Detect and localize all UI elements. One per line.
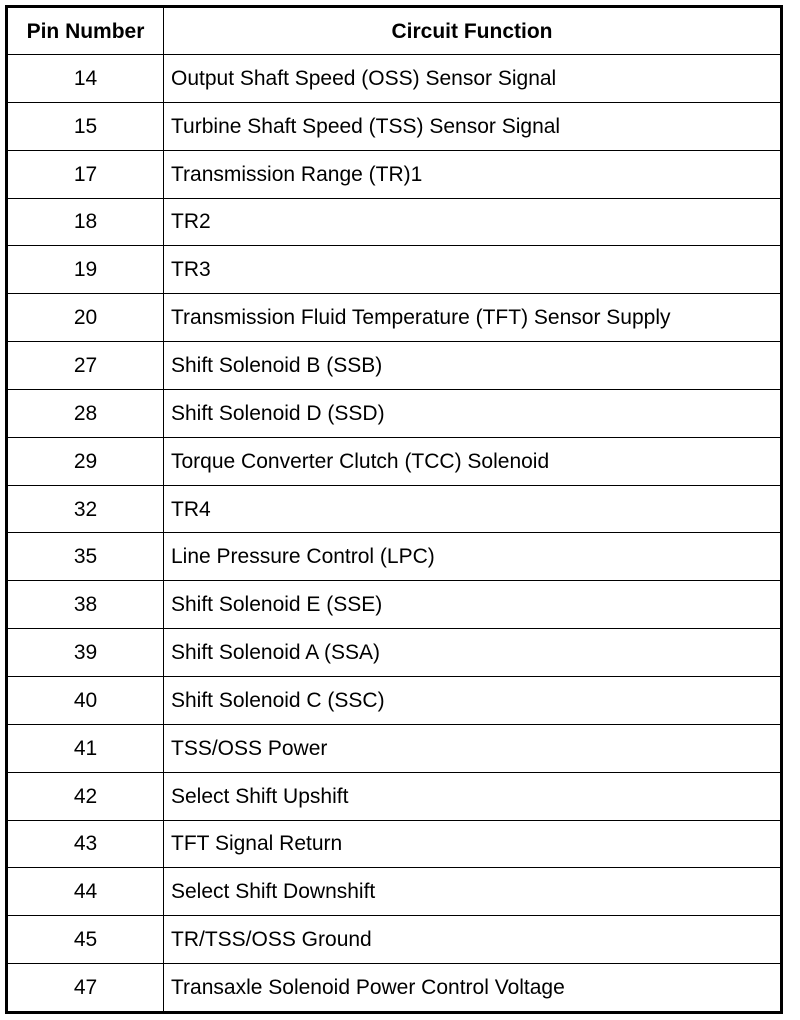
- circuit-function-cell: TSS/OSS Power: [164, 724, 782, 772]
- circuit-function-cell: Shift Solenoid D (SSD): [164, 389, 782, 437]
- table-row: [7, 198, 782, 246]
- pin-number-cell: 15: [7, 102, 164, 150]
- pin-number-cell: 44: [7, 868, 164, 916]
- pin-number-cell: 14: [7, 55, 164, 103]
- pin-number-cell: 17: [7, 150, 164, 198]
- pin-number-cell: 43: [7, 820, 164, 868]
- circuit-function-cell: Select Shift Downshift: [164, 868, 782, 916]
- pin-number-cell: 39: [7, 629, 164, 677]
- pin-number-cell: 18: [7, 198, 164, 246]
- circuit-function-cell: TR/TSS/OSS Ground: [164, 916, 782, 964]
- circuit-function-cell: Transaxle Solenoid Power Control Voltage: [164, 964, 782, 1013]
- table-row: [7, 55, 782, 103]
- pin-number-cell: 27: [7, 342, 164, 390]
- header-circuit-function: Circuit Function: [164, 7, 782, 55]
- table-row: [7, 294, 782, 342]
- table-row: [7, 916, 782, 964]
- pin-number-cell: 41: [7, 724, 164, 772]
- pin-number-cell: 45: [7, 916, 164, 964]
- circuit-function-cell: Shift Solenoid C (SSC): [164, 676, 782, 724]
- pin-number-cell: 29: [7, 437, 164, 485]
- pin-function-table: [5, 5, 783, 1014]
- pin-number-cell: 38: [7, 581, 164, 629]
- pin-number-cell: 42: [7, 772, 164, 820]
- table-header-row: [7, 7, 782, 55]
- pin-number-cell: 32: [7, 485, 164, 533]
- table-body: [7, 55, 782, 1013]
- table-row: [7, 676, 782, 724]
- circuit-function-cell: Shift Solenoid A (SSA): [164, 629, 782, 677]
- table-row: [7, 868, 782, 916]
- table-row: [7, 150, 782, 198]
- circuit-function-cell: Transmission Range (TR)1: [164, 150, 782, 198]
- table-row: [7, 964, 782, 1013]
- pin-number-cell: 35: [7, 533, 164, 581]
- table-row: [7, 246, 782, 294]
- pin-number-cell: 19: [7, 246, 164, 294]
- table-row: [7, 629, 782, 677]
- pin-number-cell: 20: [7, 294, 164, 342]
- pin-number-cell: 40: [7, 676, 164, 724]
- pin-number-cell: 28: [7, 389, 164, 437]
- circuit-function-cell: Turbine Shaft Speed (TSS) Sensor Signal: [164, 102, 782, 150]
- table-row: [7, 772, 782, 820]
- table-row: [7, 485, 782, 533]
- table-row: [7, 389, 782, 437]
- circuit-function-cell: TR4: [164, 485, 782, 533]
- circuit-function-cell: Shift Solenoid B (SSB): [164, 342, 782, 390]
- circuit-function-cell: TR2: [164, 198, 782, 246]
- circuit-function-cell: Select Shift Upshift: [164, 772, 782, 820]
- table-row: [7, 533, 782, 581]
- circuit-function-cell: TR3: [164, 246, 782, 294]
- table-row: [7, 342, 782, 390]
- circuit-function-cell: Shift Solenoid E (SSE): [164, 581, 782, 629]
- table-row: [7, 724, 782, 772]
- header-pin-number: Pin Number: [7, 7, 164, 55]
- circuit-function-cell: TFT Signal Return: [164, 820, 782, 868]
- circuit-function-cell: Transmission Fluid Temperature (TFT) Sensor Supply: [164, 294, 782, 342]
- pin-number-cell: 47: [7, 964, 164, 1013]
- table-row: [7, 437, 782, 485]
- table-row: [7, 581, 782, 629]
- table-row: [7, 102, 782, 150]
- circuit-function-cell: Line Pressure Control (LPC): [164, 533, 782, 581]
- circuit-function-cell: Output Shaft Speed (OSS) Sensor Signal: [164, 55, 782, 103]
- circuit-function-cell: Torque Converter Clutch (TCC) Solenoid: [164, 437, 782, 485]
- table-row: [7, 820, 782, 868]
